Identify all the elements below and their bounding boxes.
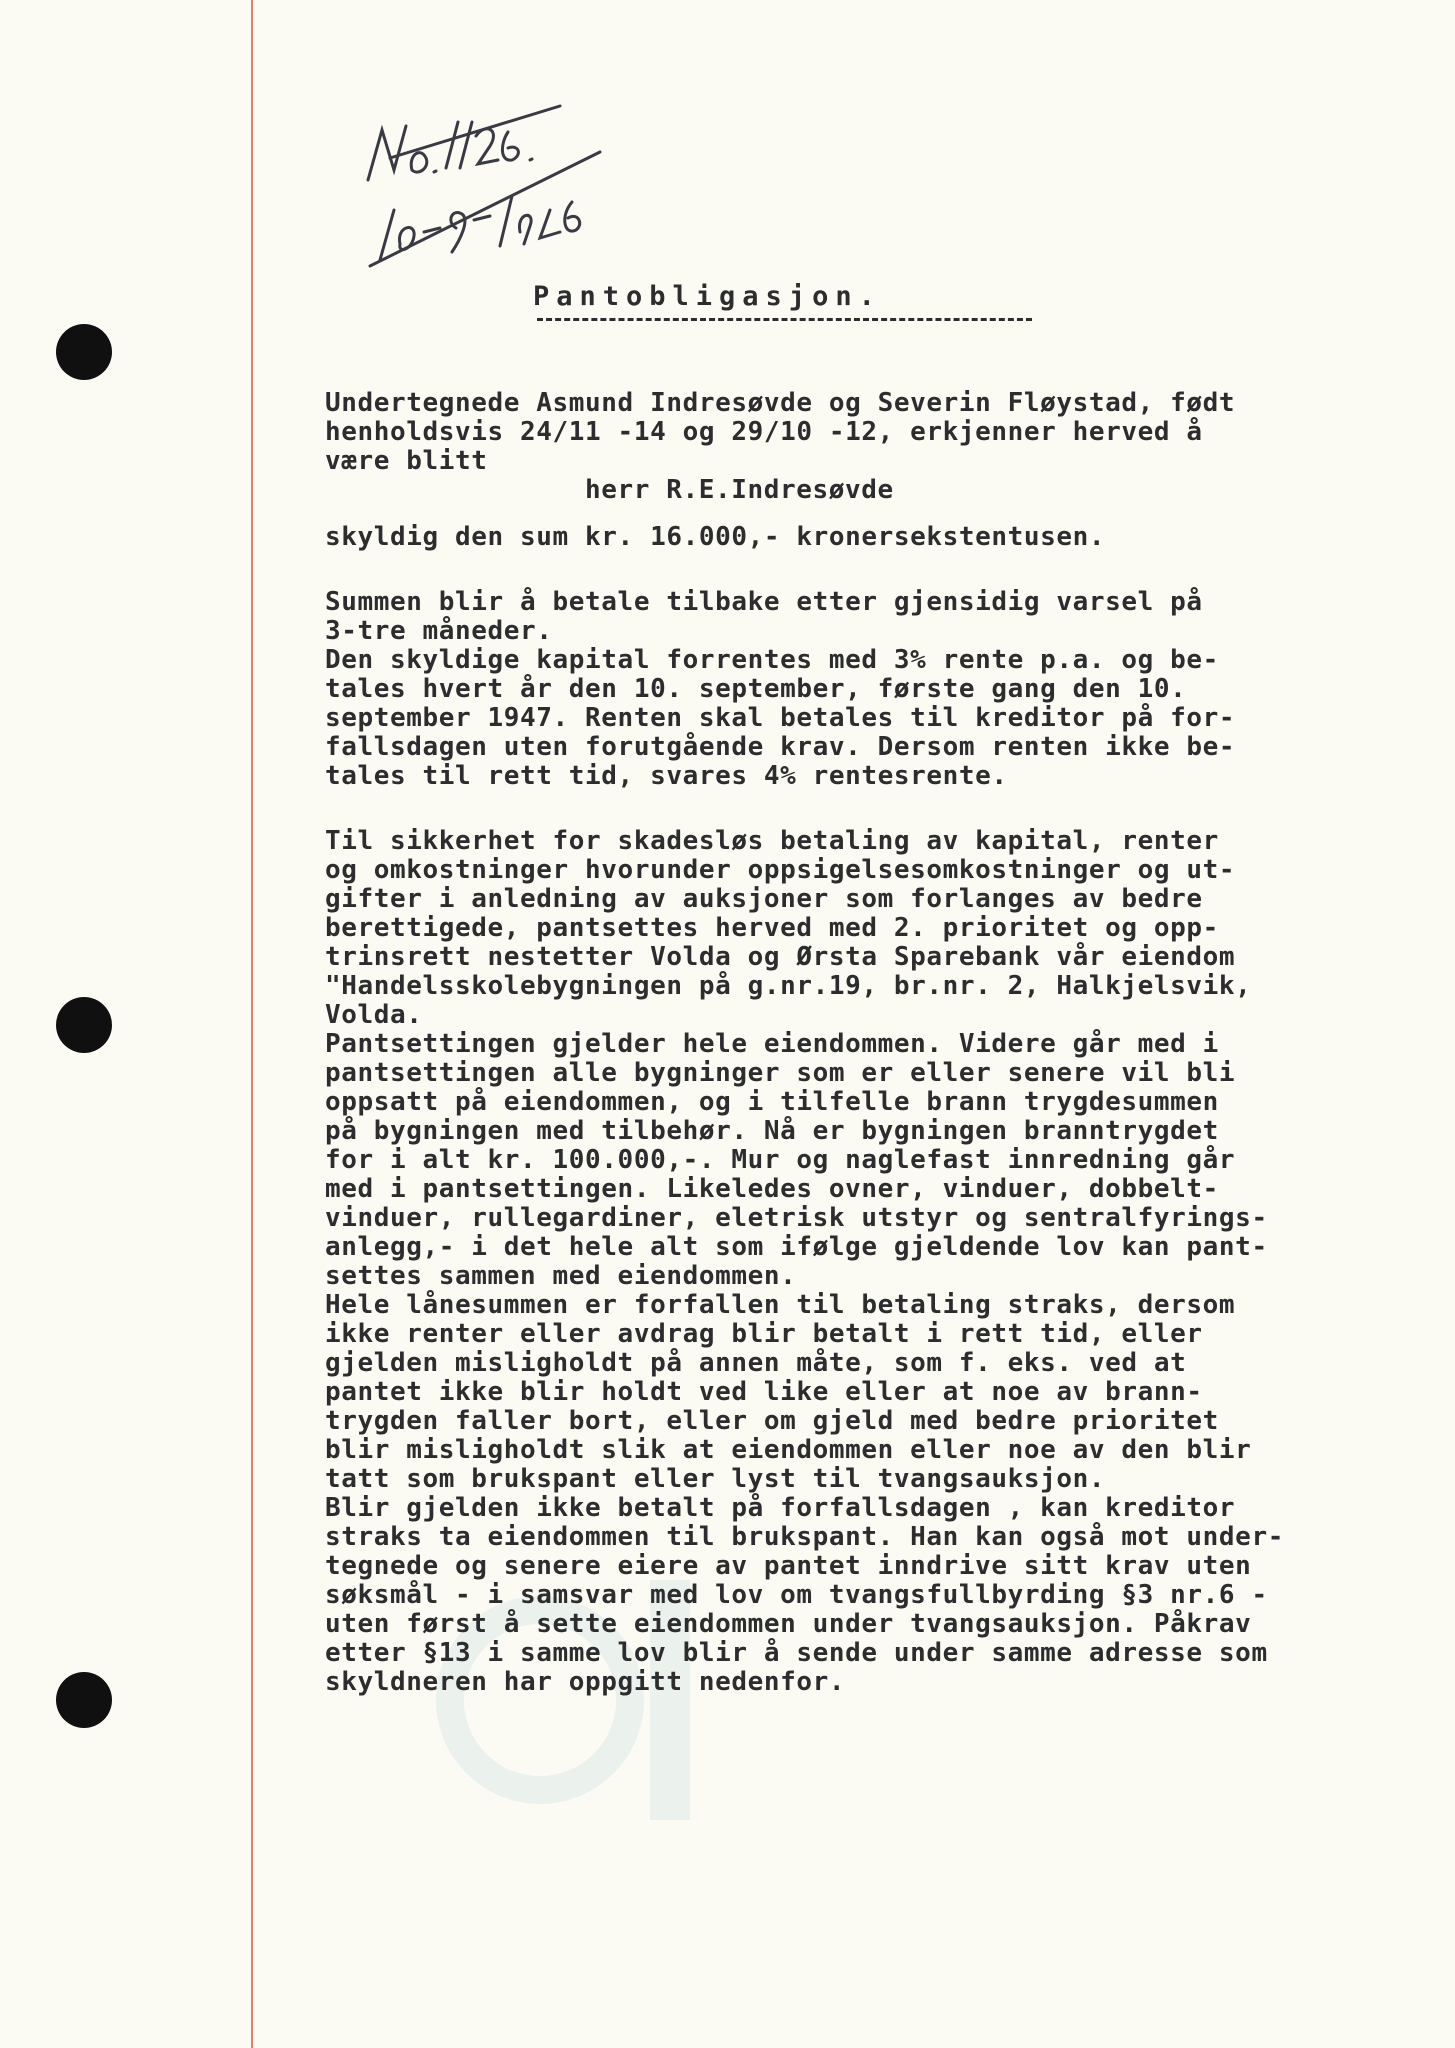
text-line: pantsettingen alle bygninger som er eller senere vil bli	[325, 1058, 1236, 1088]
text-line: september 1947. Renten skal betales til kreditor på for-	[325, 703, 1236, 733]
margin-rule	[251, 0, 253, 2048]
document-body	[325, 280, 1345, 1697]
text-line: på bygningen med tilbehør. Nå er bygningen branntrygdet	[325, 1116, 1219, 1146]
punch-hole	[56, 324, 112, 380]
text-line: Til sikkerhet for skadesløs betaling av kapital, renter	[325, 826, 1219, 856]
text-line: gifter i anledning av auksjoner som forlanges av bedre	[325, 884, 1203, 914]
text-line: straks ta eiendommen til brukspant. Han kan også mot under-	[325, 1522, 1284, 1552]
text-line: med i pantsettingen. Likeledes ovner, vinduer, dobbelt-	[325, 1174, 1219, 1204]
text-line: henholdsvis 24/11 -14 og 29/10 -12, erkjenner herved å	[325, 417, 1203, 447]
text-line: settes sammen med eiendommen.	[325, 1261, 797, 1291]
text-line: være blitt	[325, 446, 488, 476]
text-line: fallsdagen uten forutgående krav. Dersom renten ikke be-	[325, 732, 1236, 762]
text-line: Volda.	[325, 1000, 423, 1030]
text-line: tegnede og senere eiere av pantet inndrive sitt krav uten	[325, 1551, 1252, 1581]
title-underline	[537, 318, 1032, 321]
text-line: Pantsettingen gjelder hele eiendommen. Videre går med i	[325, 1029, 1219, 1059]
punch-hole	[56, 997, 112, 1053]
text-line: blir misligholdt slik at eiendommen eller noe av den blir	[325, 1435, 1252, 1465]
text-line: berettigede, pantsettes herved med 2. prioritet og opp-	[325, 913, 1219, 943]
text-line: søksmål - i samsvar med lov om tvangsfullbyrding §3 nr.6 -	[325, 1580, 1268, 1610]
text-line: vinduer, rullegardiner, eletrisk utstyr og sentralfyrings-	[325, 1203, 1268, 1233]
intro-paragraph	[325, 389, 1345, 476]
text-line: Summen blir å betale tilbake etter gjensidig varsel på	[325, 587, 1203, 617]
text-line: gjelden misligholdt på annen måte, som f. eks. ved at	[325, 1348, 1187, 1378]
text-line: Blir gjelden ikke betalt på forfallsdagen , kan kreditor	[325, 1493, 1236, 1523]
text-line: "Handelsskolebygningen på g.nr.19, br.nr. 2, Halkjelsvik,	[325, 971, 1252, 1001]
text-line: for i alt kr. 100.000,-. Mur og naglefast innredning går	[325, 1145, 1236, 1175]
text-line: trinsrett nestetter Volda og Ørsta Sparebank vår eiendom	[325, 942, 1236, 972]
text-line: Den skyldige kapital forrentes med 3% rente p.a. og be-	[325, 645, 1219, 675]
text-line: Undertegnede Asmund Indresøvde og Severin Fløystad, født	[325, 388, 1236, 418]
text-line: etter §13 i samme lov blir å sende under samme adresse som	[325, 1638, 1268, 1668]
payment-terms-paragraph	[325, 588, 1345, 791]
text-line: og omkostninger hvorunder oppsigelsesomkostninger og ut-	[325, 855, 1236, 885]
text-line: trygden faller bort, eller om gjeld med bedre prioritet	[325, 1406, 1219, 1436]
text-line: tales hvert år den 10. september, første gang den 10.	[325, 674, 1187, 704]
security-paragraph	[325, 827, 1345, 1697]
text-line: uten først å sette eiendommen under tvangsauksjon. Påkrav	[325, 1609, 1252, 1639]
text-line: oppsatt på eiendommen, og i tilfelle brann trygdesummen	[325, 1087, 1219, 1117]
amount-line: skyldig den sum kr. 16.000,- kronersekstentusen.	[325, 522, 1106, 552]
text-line: pantet ikke blir holdt ved like eller at noe av brann-	[325, 1377, 1203, 1407]
creditor-name: herr R.E.Indresøvde	[585, 475, 894, 505]
text-line: tales til rett tid, svares 4% rentesrente.	[325, 761, 1008, 791]
punch-hole	[56, 1672, 112, 1728]
handwritten-registration-note	[360, 60, 620, 270]
text-line: ikke renter eller avdrag blir betalt i rett tid, eller	[325, 1319, 1203, 1349]
text-line: tatt som brukspant eller lyst til tvangsauksjon.	[325, 1464, 1106, 1494]
text-line: 3-tre måneder.	[325, 616, 553, 646]
document-title: Pantobligasjon.	[533, 281, 882, 312]
text-line: Hele lånesummen er forfallen til betaling straks, dersom	[325, 1290, 1236, 1320]
text-line: skyldneren har oppgitt nedenfor.	[325, 1667, 846, 1697]
text-line: anlegg,- i det hele alt som ifølge gjeldende lov kan pant-	[325, 1232, 1268, 1262]
